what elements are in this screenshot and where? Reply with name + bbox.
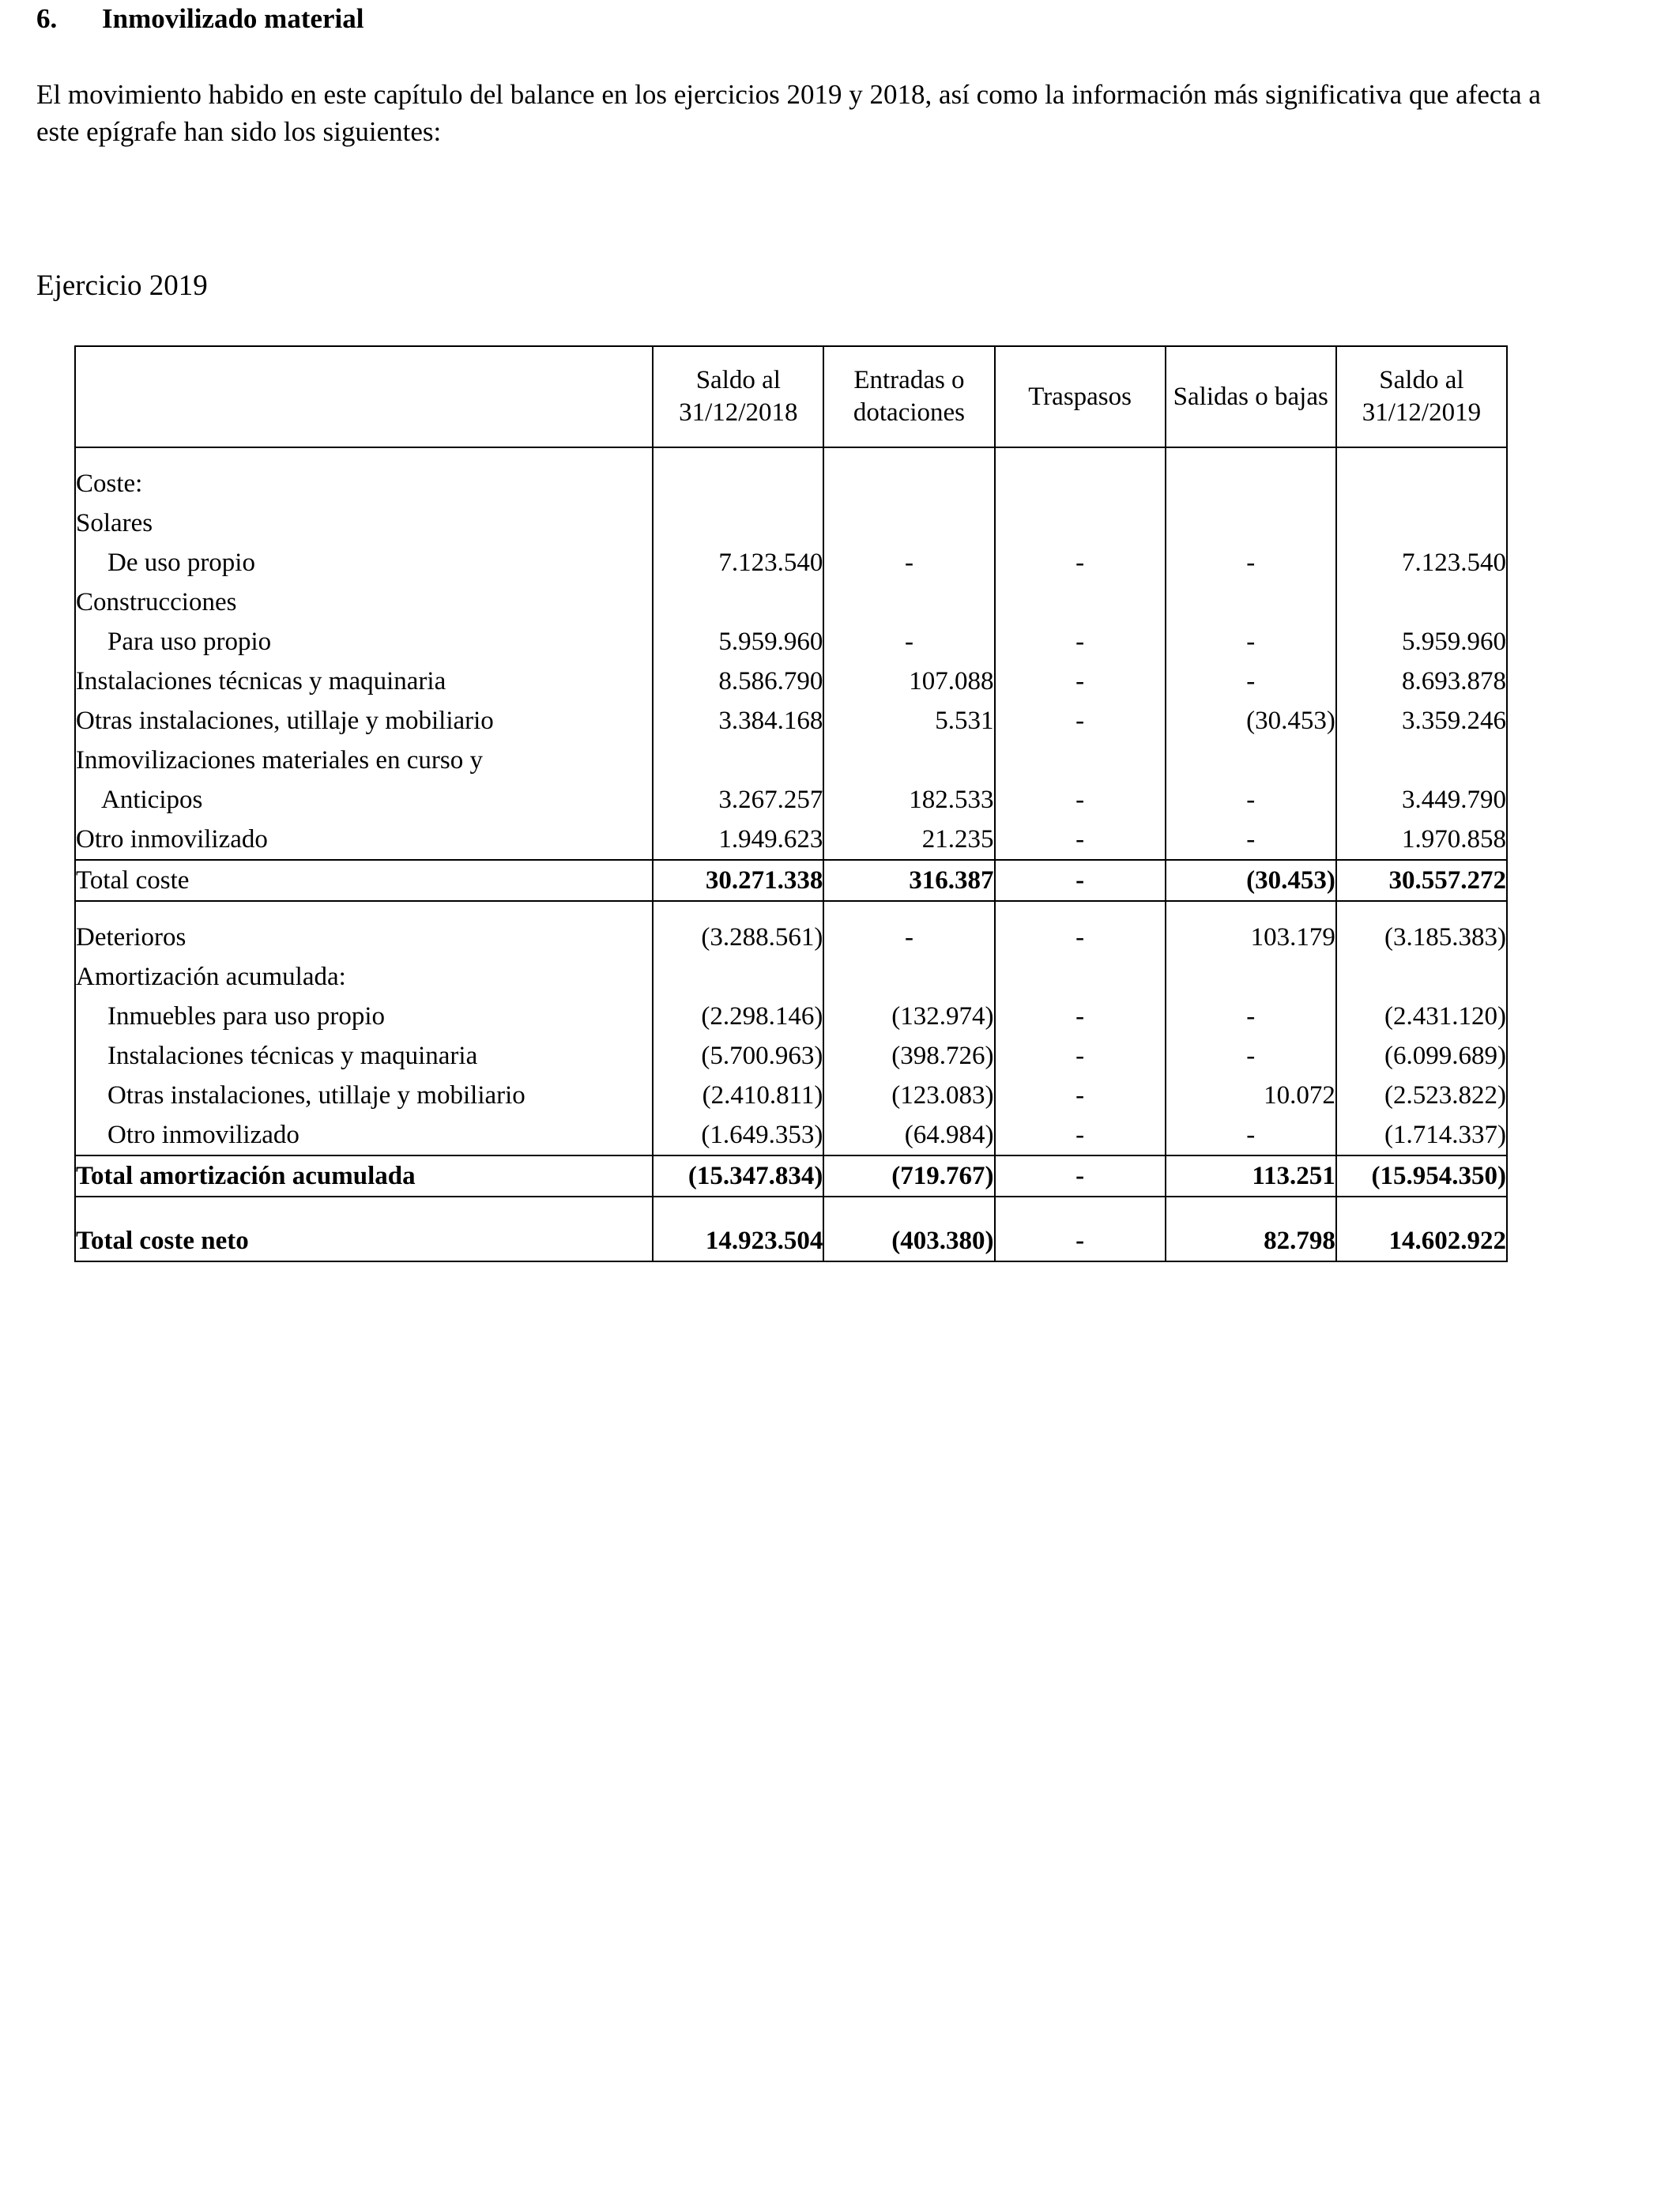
table-row [75,820,1507,860]
table-row [75,780,1507,820]
cell-value: 113.251 [1166,1155,1336,1197]
cell-value: 10.072 [1166,1076,1336,1115]
total-row [75,1155,1507,1197]
cell-value: 14.923.504 [653,1221,823,1261]
cell-value: - [995,1221,1166,1261]
spacer-row [75,901,1507,918]
row-label: De uso propio [75,543,653,582]
cell-value: - [1166,1115,1336,1155]
row-label: Otro inmovilizado [75,1115,653,1155]
cell-value: - [995,780,1166,820]
cell-value: (719.767) [823,1155,994,1197]
cell-value: 7.123.540 [1336,543,1507,582]
cell-value: 107.088 [823,662,994,701]
spacer-row [75,1197,1507,1221]
total-row [75,860,1507,901]
cell-value: - [823,622,994,662]
cell-value: - [995,1155,1166,1197]
section-heading [36,3,364,35]
row-label: Coste: [75,464,653,503]
cell-value: - [1166,1036,1336,1076]
cell-value: (2.523.822) [1336,1076,1507,1115]
cell-value: 3.359.246 [1336,701,1507,741]
cell-value: 8.586.790 [653,662,823,701]
header-cell-entradas: Entradas o dotaciones [823,346,994,447]
cell-value: 14.602.922 [1336,1221,1507,1261]
row-label: Amortización acumulada: [75,957,653,997]
total-row [75,1221,1507,1261]
section-number: 6. [36,3,58,34]
cell-value: (30.453) [1166,860,1336,901]
cell-value: (2.298.146) [653,997,823,1036]
row-label: Total amortización acumulada [75,1155,653,1197]
cell-value: (15.954.350) [1336,1155,1507,1197]
table-row [75,582,1507,622]
cell-value: (64.984) [823,1115,994,1155]
cell-value: - [995,1036,1166,1076]
header-cell-concept [75,346,653,447]
row-label: Para uso propio [75,622,653,662]
row-label: Otro inmovilizado [75,820,653,860]
cell-value: 3.384.168 [653,701,823,741]
cell-value: (2.431.120) [1336,997,1507,1036]
cell-value: 30.557.272 [1336,860,1507,901]
table-header-row [75,346,1507,447]
row-label: Otras instalaciones, utillaje y mobiliario [75,701,653,741]
cell-value: - [995,622,1166,662]
table-row [75,918,1507,957]
cell-value: - [1166,622,1336,662]
row-label: Deterioros [75,918,653,957]
row-label: Instalaciones técnicas y maquinaria [75,662,653,701]
table-subtitle: Ejercicio 2019 [36,270,208,302]
intro-paragraph: El movimiento habido en este capítulo del balance en los ejercicios 2019 y 2018, así como la información más significativa que afecta a este epígrafe han sido los siguientes: [36,79,1541,147]
cell-value: 1.949.623 [653,820,823,860]
header-cell-saldo-2018: Saldo al 31/12/2018 [653,346,823,447]
cell-value: 82.798 [1166,1221,1336,1261]
cell-value: 3.267.257 [653,780,823,820]
cell-value: - [995,1115,1166,1155]
cell-value: 103.179 [1166,918,1336,957]
row-label: Otras instalaciones, utillaje y mobiliario [75,1076,653,1115]
row-label: Inmovilizaciones materiales en curso y [75,741,653,780]
table-row [75,1076,1507,1115]
table-row [75,543,1507,582]
cell-value: - [1166,543,1336,582]
section-title: Inmovilizado material [102,3,364,34]
row-label: Solares [75,503,653,543]
cell-value: 3.449.790 [1336,780,1507,820]
table-row [75,1115,1507,1155]
cell-value: 182.533 [823,780,994,820]
cell-value: - [823,543,994,582]
cell-value: 1.970.858 [1336,820,1507,860]
cell-value: (3.288.561) [653,918,823,957]
row-label: Instalaciones técnicas y maquinaria [75,1036,653,1076]
cell-value: (6.099.689) [1336,1036,1507,1076]
cell-value: - [1166,780,1336,820]
cell-value: 5.959.960 [653,622,823,662]
cell-value: - [823,918,994,957]
header-cell-saldo-2019: Saldo al 31/12/2019 [1336,346,1507,447]
cell-value: - [1166,820,1336,860]
spacer-row [75,447,1507,464]
cell-value: - [995,820,1166,860]
cell-value: - [995,543,1166,582]
cell-value: (132.974) [823,997,994,1036]
cell-value: - [1166,662,1336,701]
cell-value: 7.123.540 [653,543,823,582]
cell-value: (3.185.383) [1336,918,1507,957]
row-label: Total coste [75,860,653,901]
cell-value: - [1166,997,1336,1036]
cell-value: (403.380) [823,1221,994,1261]
cell-value: (2.410.811) [653,1076,823,1115]
table-row [75,741,1507,780]
cell-value: (398.726) [823,1036,994,1076]
header-cell-salidas: Salidas o bajas [1166,346,1336,447]
cell-value: (123.083) [823,1076,994,1115]
table-row [75,957,1507,997]
row-label: Anticipos [75,780,653,820]
row-label: Inmuebles para uso propio [75,997,653,1036]
cell-value: - [995,997,1166,1036]
table-row [75,701,1507,741]
cell-value: (15.347.834) [653,1155,823,1197]
cell-value: 5.531 [823,701,994,741]
table-row [75,1036,1507,1076]
cell-value: (1.649.353) [653,1115,823,1155]
cell-value: - [995,701,1166,741]
cell-value: - [995,662,1166,701]
cell-value: (1.714.337) [1336,1115,1507,1155]
table-row [75,503,1507,543]
movement-table [74,345,1508,1262]
row-label: Construcciones [75,582,653,622]
cell-value: 316.387 [823,860,994,901]
cell-value: 30.271.338 [653,860,823,901]
table-row [75,662,1507,701]
cell-value: - [995,1076,1166,1115]
cell-value: - [995,918,1166,957]
cell-value: 8.693.878 [1336,662,1507,701]
table-row [75,622,1507,662]
cell-value: (30.453) [1166,701,1336,741]
cell-value: (5.700.963) [653,1036,823,1076]
cell-value: 21.235 [823,820,994,860]
cell-value: - [995,860,1166,901]
cell-value: 5.959.960 [1336,622,1507,662]
table-row [75,997,1507,1036]
row-label: Total coste neto [75,1221,653,1261]
table-row [75,464,1507,503]
header-cell-traspasos: Traspasos [995,346,1166,447]
